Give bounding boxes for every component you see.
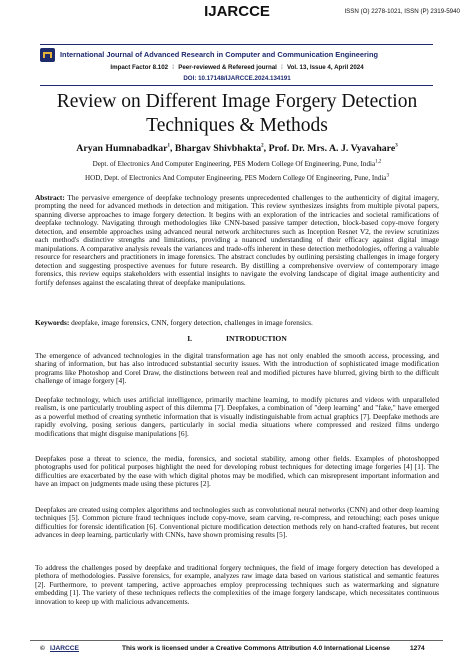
author-2-sup: 2: [261, 143, 264, 149]
doi-link[interactable]: DOI: 10.17148/IJARCCE.2024.134191: [183, 75, 291, 82]
footer-license: This work is licensed under a Creative Commons Attribution 4.0 International License: [122, 645, 390, 652]
footer-rule: [30, 640, 443, 641]
volume-issue: Vol. 13, Issue 4, April 2024: [286, 64, 364, 71]
section-number: I.: [187, 334, 193, 343]
affiliation-1: [0, 160, 474, 168]
title-line-2: Techniques & Methods: [146, 115, 328, 136]
author-3-sup: 3: [395, 143, 398, 149]
abstract-text: The pervasive emergence of deepfake technology presents unprecedented challenges to the authenticity of digital imagery, prompting the need for advanced methods in detection and mitigation. This review synthesizes insights from multiple pivotal papers, spanning diverse approaches to image forgery detection. It begins with an exploration of the intricacies and societal ramifications of deepfake technology. Navigating through methodologies like CNN-based passive tamper detection, block-based copy-move forgery detection, and ensemble approaches using advanced neural network architectures such as Inception Resnet V2, the review scrutinizes each method's distinctive strengths and limitations, providing a nuanced understanding of their efficacy against digital image manipulations. A comparative analysis reveals the variances and trade-offs inherent in these detection methodologies, offering a valuable resource for researchers and practitioners in image forensics. The abstract concludes by outlining persisting challenges in image forgery detection and suggesting prospective avenues for future research. By distilling a comprehensive overview of contemporary image forensics, this review equips stakeholders with essential insights to navigate the evolving landscape of digital image authenticity and fortify defenses against the escalating threat of deepfake manipulations.: [35, 193, 439, 287]
section-heading-introduction: [0, 334, 474, 343]
footer-page-number: 1274: [410, 645, 425, 652]
paragraph: Deepfake technology, which uses artificial intelligence, primarily machine learning, to modify pictures and videos with unparalleled realism, is one particularly troubling aspect of this dilemma [7]. Deepfakes, a combination of "deep learning" and "fake," have emerged as a powerful method of creating synthetic information that is visually indistinguishable from actual graphics [7]. Deepfake methods are rapidly evolving, posing serious dangers, particularly in social media situations where compressed and resized films undergo modifications that might disguise manipulations [6].: [35, 395, 439, 438]
author-2: , Bhargav Shivbhakta: [169, 143, 262, 154]
journal-meta-line: Impact Factor 8.102 ⁞ Peer-reviewed & Refereed journal ⁞ Vol. 13, Issue 4, April 2024: [110, 64, 364, 71]
keywords: [35, 319, 439, 327]
abstract-label: Abstract:: [35, 193, 65, 202]
section-title: INTRODUCTION: [226, 334, 287, 343]
author-3: , Prof. Dr. Mrs. A. J. Vyavahare: [263, 143, 396, 154]
affiliation-1-sup: 1,2: [375, 159, 382, 165]
journal-full-name: International Journal of Advanced Research in Computer and Communication Engineering: [60, 50, 378, 59]
affiliation-1-text: Dept. of Electronics And Computer Engineering, PES Modern College Of Engineering, Pune, India: [92, 160, 376, 168]
paragraph: Deepfakes pose a threat to science, the media, forensics, and societal stability, among other fields. Examples of photoshopped photographs used for political purposes highlight the need for developing robust techniques for detecting image forgeries [4] [1]. The difficulties are exacerbated by the ease with which digital photos may be modified, which can misrepresent important information and have an impact on judgments made using these pictures [2].: [35, 454, 439, 489]
abstract: [35, 194, 439, 287]
author-list: [0, 143, 474, 154]
header-rule-bottom: [40, 85, 433, 86]
paragraph: Deepfakes are created using complex algorithms and technologies such as convolutional neural networks (CNN) and other deep learning techniques [5]. Common picture fraud techniques include copy-move, seam carving, re-compress, and retouching; each poses unique difficulties for forensic identification [6]. Conventional picture modification detection methods rely on hand-crafted features, but recent advances in deep learning, particularly with CNNs, have shown promising results [5].: [35, 505, 439, 540]
keywords-text: deepfake, image forensics, CNN, forgery detection, challenges in image forensics.: [69, 318, 313, 327]
footer-copyright: ©: [40, 645, 45, 652]
keywords-label: Keywords:: [35, 318, 70, 327]
affiliation-2-text: HOD, Dept. of Electronics And Computer Engineering, PES Modern College Of Engineering, Pune, India: [85, 174, 387, 182]
affiliation-2-sup: 3: [386, 173, 389, 179]
author-1-sup: 1: [167, 143, 170, 149]
impact-factor: Impact Factor 8.102: [110, 64, 169, 71]
affiliation-2: [0, 174, 474, 182]
journal-short-name: IJARCCE: [204, 3, 270, 20]
header-rule-top: [40, 44, 433, 45]
paragraph: The emergence of advanced technologies in the digital transformation age has not only enabled the smooth access, processing, and sharing of information, but has also introduced substantial security issues. With the introduction of sophisticated image modification programs like Photoshop and Corel Draw, the distinctions between real and modified pictures have blurred, giving birth to the difficult challenge of image forgery [4].: [35, 351, 439, 386]
journal-logo-icon: [40, 48, 55, 62]
footer-journal-link[interactable]: IJARCCE: [50, 645, 79, 652]
paragraph: To address the challenges posed by deepfake and traditional forgery techniques, the field of image forgery detection has developed a plethora of methodologies. Passive forensics, for example, analyzes raw image data based on various statistical and semantic features [2]. Furthermore, to prevent tampering, active approaches employ preprocessing techniques such as watermarking and signature embedding [1]. The variety of these techniques reflects the complexities of the image forgery landscape, which necessitates continuous innovation to keep up with malicious advancements.: [35, 563, 439, 606]
review-type: Peer-reviewed & Refereed journal: [178, 64, 277, 71]
author-1: Aryan Humnabadkar: [76, 143, 168, 154]
issn-info: ISSN (O) 2278-1021, ISSN (P) 2319-5940: [344, 8, 460, 15]
paper-title: [20, 90, 454, 138]
title-line-1: Review on Different Image Forgery Detection: [56, 91, 418, 112]
